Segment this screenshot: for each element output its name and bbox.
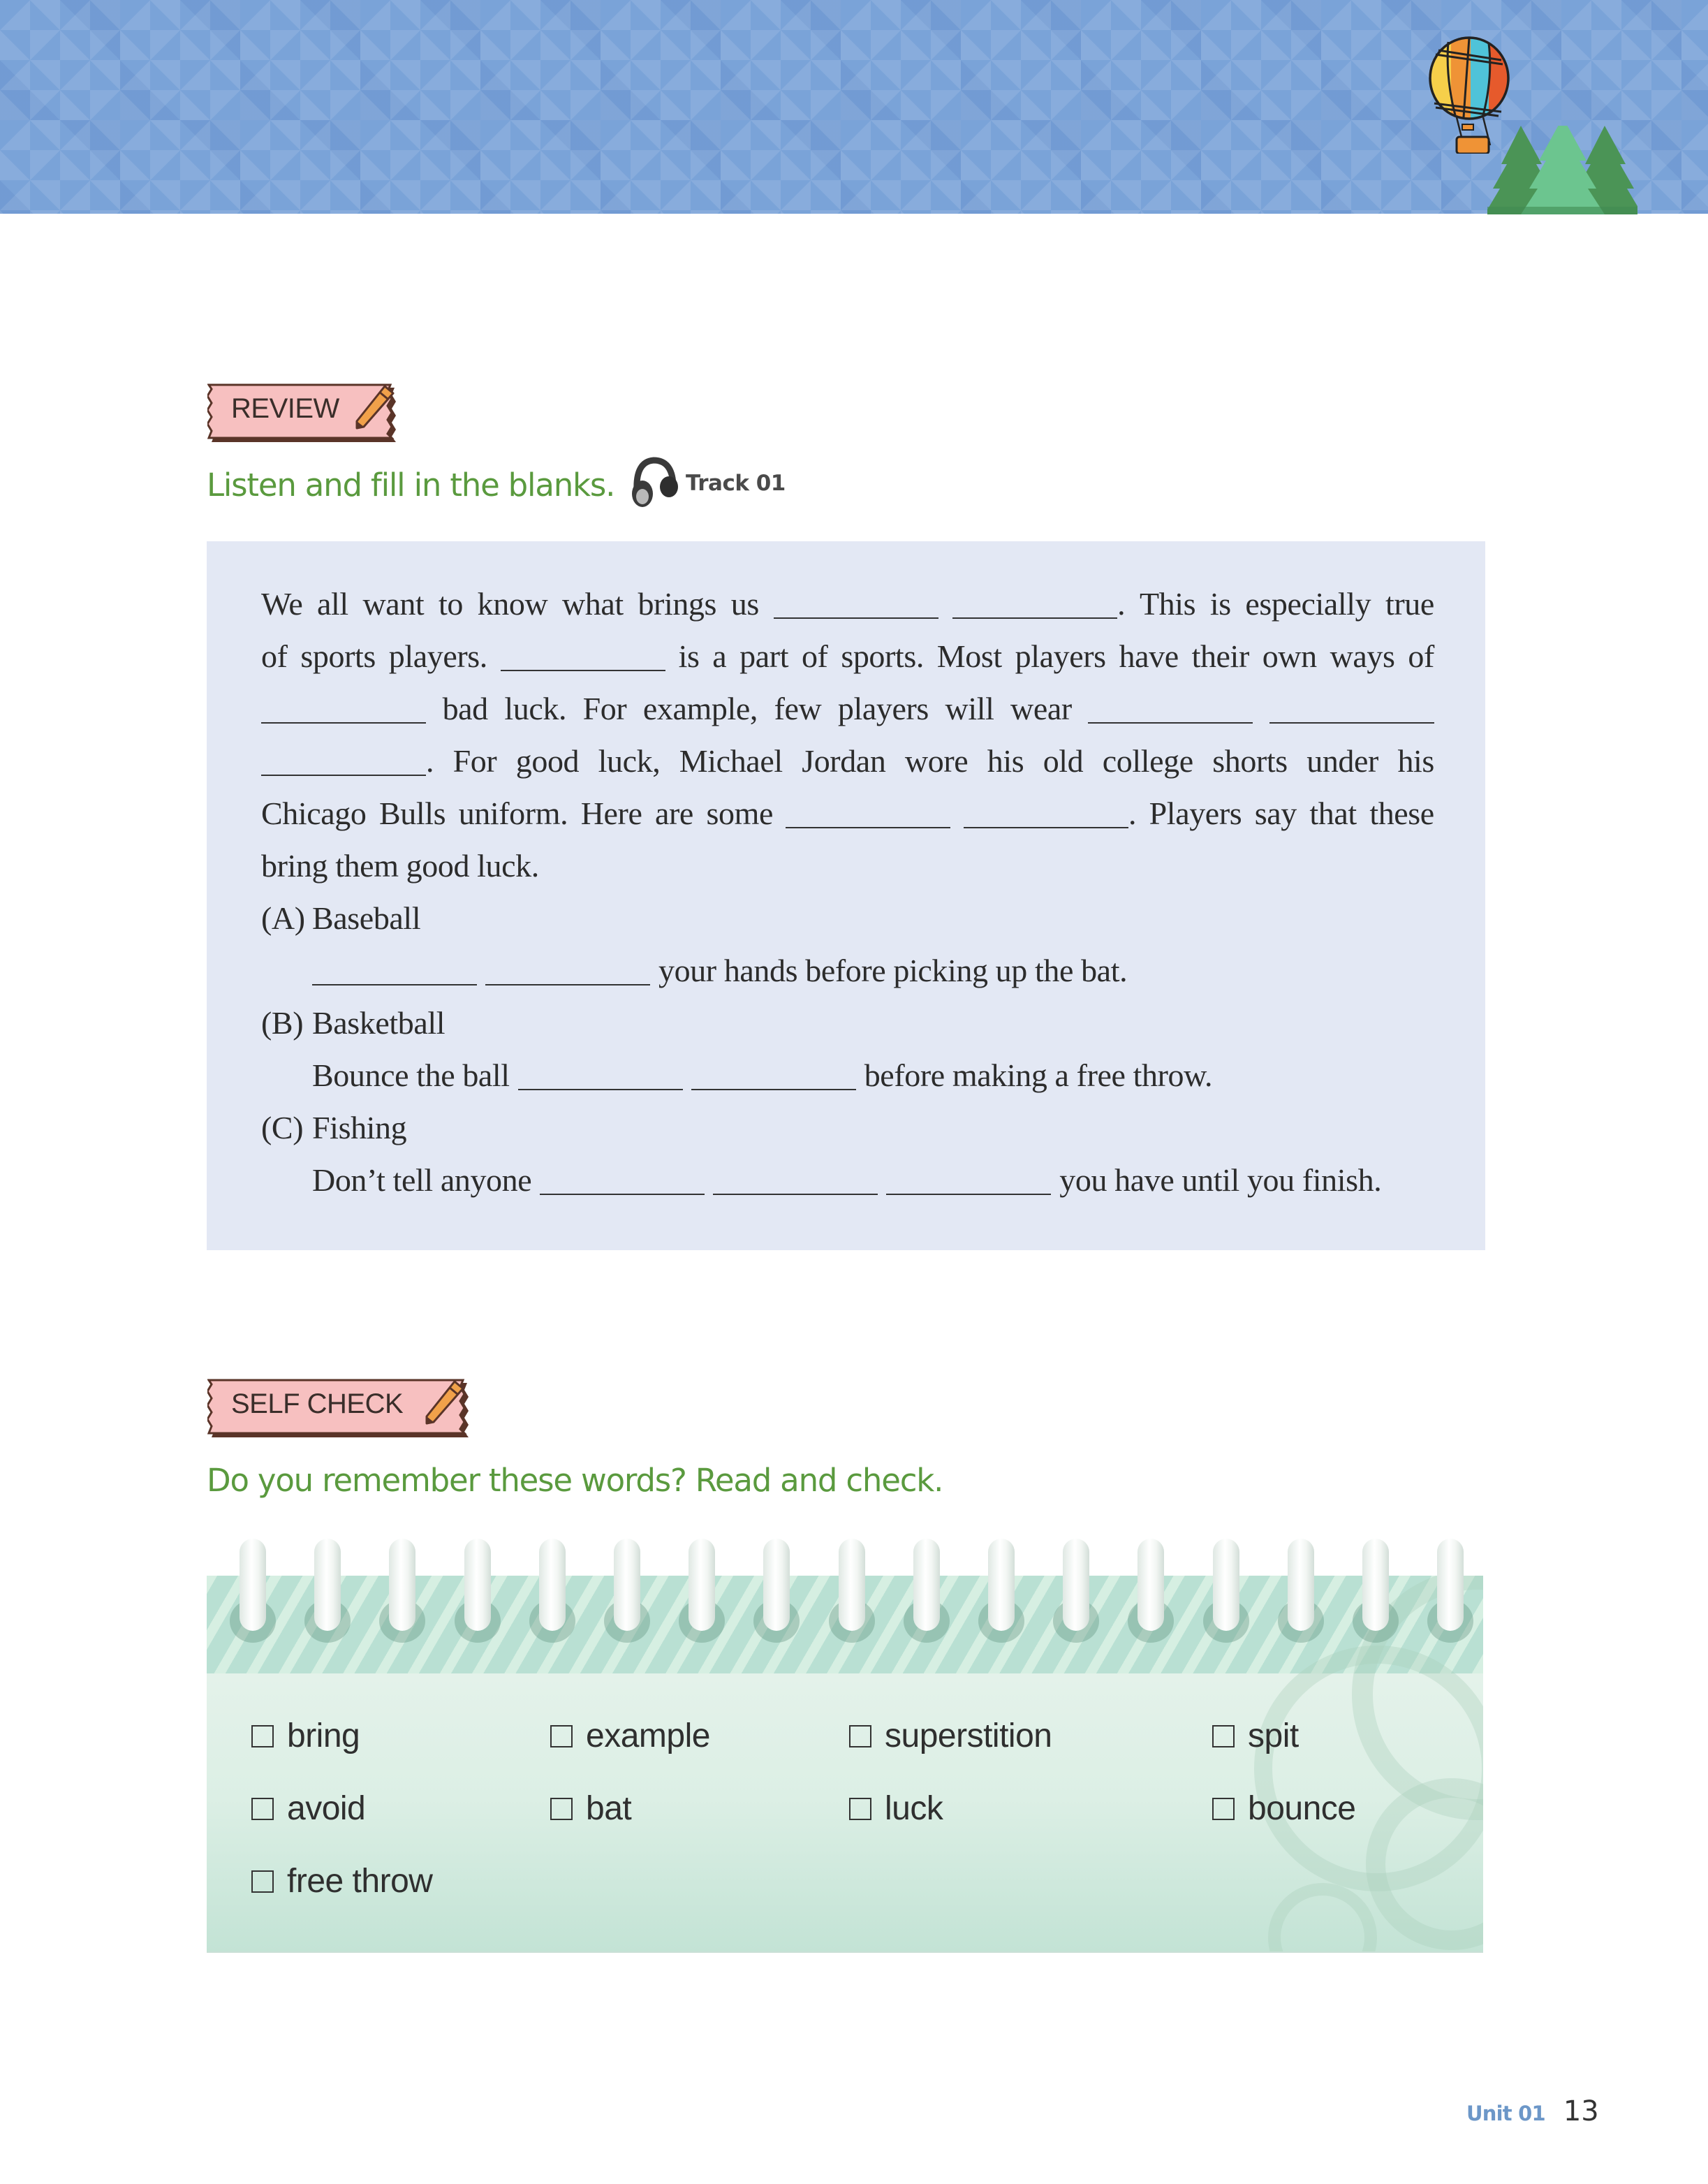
passage-word: luck, <box>598 743 661 779</box>
checkbox[interactable] <box>251 1725 274 1747</box>
passage-word: all <box>317 586 348 622</box>
answer-blank[interactable] <box>691 1086 856 1090</box>
passage-line <box>261 585 1434 627</box>
page-number: 13 <box>1563 2095 1599 2127</box>
spiral-ring <box>1063 1539 1089 1631</box>
checkbox[interactable] <box>1212 1798 1235 1820</box>
passage-word: are <box>655 796 693 831</box>
spiral-ring <box>539 1539 566 1631</box>
passage-word: wear <box>1010 691 1072 726</box>
passage-text-line: bring them good luck. <box>261 848 539 884</box>
vocab-item-avoid[interactable] <box>251 1789 365 1828</box>
passage-word: luck. <box>504 691 567 726</box>
passage-line <box>261 795 1434 837</box>
passage-word: know <box>477 586 548 622</box>
passage-word: especially <box>1245 586 1371 622</box>
answer-blank-group[interactable] <box>261 742 434 779</box>
pine-trees-icon <box>1487 126 1637 214</box>
passage-word: that <box>1309 796 1357 831</box>
passage-word: is <box>678 638 700 674</box>
passage-word: good <box>515 743 580 779</box>
checkbox[interactable] <box>251 1870 274 1893</box>
answer-blank-group[interactable] <box>501 638 665 675</box>
passage-word: bad <box>442 691 488 726</box>
review-instruction: Listen and fill in the blanks. <box>207 467 615 504</box>
sentence-end: you have until you finish. <box>1059 1162 1382 1198</box>
passage-word: sports <box>300 638 376 674</box>
passage-word: wore <box>904 743 969 779</box>
passage-word: players <box>1015 638 1106 674</box>
passage-word: under <box>1306 743 1378 779</box>
spiral-ring <box>314 1539 341 1631</box>
vocab-word: avoid <box>287 1790 366 1827</box>
passage-word: sports. <box>841 638 924 674</box>
checkbox[interactable] <box>251 1798 274 1820</box>
review-badge <box>207 382 403 445</box>
passage-word: example, <box>642 691 758 726</box>
item-label: (B) <box>261 1005 304 1041</box>
sentence-start: Bounce the ball <box>312 1057 510 1093</box>
answer-blank[interactable] <box>713 1191 878 1195</box>
answer-blank-group[interactable] <box>774 585 938 622</box>
vocab-word: example <box>586 1717 710 1754</box>
vocab-item-bat[interactable] <box>550 1789 631 1828</box>
track-number: Track 01 <box>686 471 786 496</box>
passage-word: old <box>1043 743 1084 779</box>
spiral-ring <box>1213 1539 1239 1631</box>
item-sentence <box>312 1161 1381 1203</box>
passage-word: to <box>438 586 463 622</box>
answer-blank[interactable] <box>774 615 938 619</box>
self-check-instruction: Do you remember these words? Read and check. <box>207 1462 943 1499</box>
item-label: (C) <box>261 1110 304 1145</box>
page-header-banner <box>0 0 1708 214</box>
spiral-ring <box>1362 1539 1389 1631</box>
headphones-icon[interactable] <box>630 456 680 511</box>
passage-word: his <box>1397 743 1434 779</box>
unit-label: Unit 01 <box>1466 2102 1545 2125</box>
answer-blank[interactable] <box>501 667 665 671</box>
item-title: Fishing <box>312 1110 407 1145</box>
vocab-word: bounce <box>1248 1790 1356 1827</box>
passage-word: ways <box>1330 638 1395 674</box>
punctuation: . <box>426 743 434 779</box>
passage-word: Most <box>936 638 1002 674</box>
passage-line <box>261 742 1434 784</box>
checkbox[interactable] <box>550 1798 573 1820</box>
answer-blank-group[interactable] <box>1088 690 1253 727</box>
answer-blank-group[interactable] <box>786 795 950 832</box>
passage-word: Bulls <box>379 796 446 831</box>
passage-line <box>261 638 1434 680</box>
answer-blank-group[interactable] <box>1269 690 1434 727</box>
answer-blank[interactable] <box>952 615 1117 619</box>
item-sentence <box>312 1057 1212 1099</box>
vocab-word: free throw <box>287 1863 433 1900</box>
item-heading <box>261 1004 1434 1046</box>
answer-blank-group[interactable] <box>952 585 1125 622</box>
item-heading <box>261 1109 1434 1151</box>
audio-track[interactable] <box>630 455 786 511</box>
passage-word: part <box>739 638 789 674</box>
passage-word: some <box>706 796 773 831</box>
sentence-start: Don’t tell anyone <box>312 1162 532 1198</box>
spiral-ring <box>1288 1539 1314 1631</box>
passage-word: is <box>1209 586 1231 622</box>
spiral-ring <box>913 1539 940 1631</box>
passage-word: want <box>362 586 425 622</box>
passage-word: will <box>945 691 994 726</box>
passage-word: their <box>1191 638 1249 674</box>
passage-word: us <box>730 586 759 622</box>
passage-word: This <box>1139 586 1196 622</box>
passage-word: players. <box>388 638 487 674</box>
vocab-word: superstition <box>885 1717 1052 1754</box>
answer-blank[interactable] <box>540 1191 705 1195</box>
answer-blank[interactable] <box>1088 719 1253 724</box>
spiral-ring <box>464 1539 491 1631</box>
spiral-ring <box>614 1539 640 1631</box>
passage-word: Chicago <box>261 796 367 831</box>
spiral-ring <box>1437 1539 1464 1631</box>
passage-word: true <box>1385 586 1434 622</box>
checkbox[interactable] <box>849 1798 871 1820</box>
checkbox[interactable] <box>849 1725 871 1747</box>
vocab-item-bring[interactable] <box>251 1717 360 1755</box>
passage-word: players <box>837 691 929 726</box>
passage-word: Jordan <box>802 743 886 779</box>
vocab-word: bring <box>287 1717 360 1754</box>
spiral-ring <box>689 1539 715 1631</box>
passage-word: of <box>261 638 288 674</box>
vocab-word: spit <box>1248 1717 1299 1754</box>
decorative-swirl <box>1268 1883 1377 1953</box>
passage-word: Here <box>580 796 642 831</box>
passage-word: have <box>1119 638 1179 674</box>
answer-blank[interactable] <box>485 981 650 985</box>
passage-word: college <box>1102 743 1193 779</box>
vocab-item-superstition[interactable] <box>849 1717 1052 1755</box>
punctuation: . <box>1128 796 1137 831</box>
answer-blank[interactable] <box>312 981 477 985</box>
pencil-icon <box>351 385 397 431</box>
item-label: (A) <box>261 900 305 936</box>
vocab-word: luck <box>885 1790 943 1827</box>
spiral-ring <box>240 1539 266 1631</box>
self-check-badge <box>207 1377 476 1440</box>
passage-word: Michael <box>679 743 783 779</box>
checkbox[interactable] <box>1212 1725 1235 1747</box>
passage-word: shorts <box>1212 743 1288 779</box>
item-title: Basketball <box>312 1005 446 1041</box>
vocab-word: bat <box>586 1790 632 1827</box>
passage-line <box>261 847 1434 889</box>
passage-word: of <box>1408 638 1434 674</box>
passage-word: uniform. <box>458 796 568 831</box>
spiral-ring <box>988 1539 1015 1631</box>
passage-line <box>261 690 1434 732</box>
passage-word: these <box>1369 796 1434 831</box>
answer-blank[interactable] <box>261 772 426 776</box>
passage-word: own <box>1262 638 1317 674</box>
passage-word: a <box>712 638 727 674</box>
item-title: Baseball <box>312 900 421 936</box>
answer-blank[interactable] <box>518 1086 683 1090</box>
answer-blank[interactable] <box>1269 719 1434 724</box>
passage-word: For <box>452 743 497 779</box>
spiral-ring <box>389 1539 415 1631</box>
vocab-item-example[interactable] <box>550 1717 710 1755</box>
passage-word: brings <box>638 586 717 622</box>
vocab-item-luck[interactable] <box>849 1789 943 1828</box>
passage-word: few <box>774 691 822 726</box>
passage-word: say <box>1254 796 1297 831</box>
passage-word: of <box>801 638 828 674</box>
spiral-ring <box>839 1539 865 1631</box>
page-footer <box>1466 2095 1599 2127</box>
answer-blank[interactable] <box>886 1191 1051 1195</box>
spiral-ring <box>763 1539 790 1631</box>
passage-word: For <box>582 691 627 726</box>
vocab-item-bounce[interactable] <box>1212 1789 1355 1828</box>
checkbox[interactable] <box>550 1725 573 1747</box>
review-badge-label: REVIEW <box>231 393 339 424</box>
answer-blank-group[interactable] <box>261 690 426 727</box>
sentence-end: your hands before picking up the bat. <box>658 953 1128 988</box>
item-heading <box>261 900 1434 941</box>
passage-word: his <box>987 743 1024 779</box>
pencil-icon <box>421 1380 467 1426</box>
passage-word: We <box>261 586 303 622</box>
answer-blank[interactable] <box>261 719 426 724</box>
answer-blank[interactable] <box>964 824 1128 828</box>
item-sentence <box>312 952 1127 994</box>
passage-word: what <box>561 586 624 622</box>
passage-word: Players <box>1149 796 1242 831</box>
self-check-badge-label: SELF CHECK <box>231 1388 404 1419</box>
answer-blank-group[interactable] <box>964 795 1136 832</box>
vocab-item-spit[interactable] <box>1212 1717 1299 1755</box>
answer-blank[interactable] <box>786 824 950 828</box>
punctuation: . <box>1117 586 1126 622</box>
vocab-item-free-throw[interactable] <box>251 1862 432 1900</box>
sentence-end: before making a free throw. <box>864 1057 1213 1093</box>
spiral-ring <box>1138 1539 1164 1631</box>
